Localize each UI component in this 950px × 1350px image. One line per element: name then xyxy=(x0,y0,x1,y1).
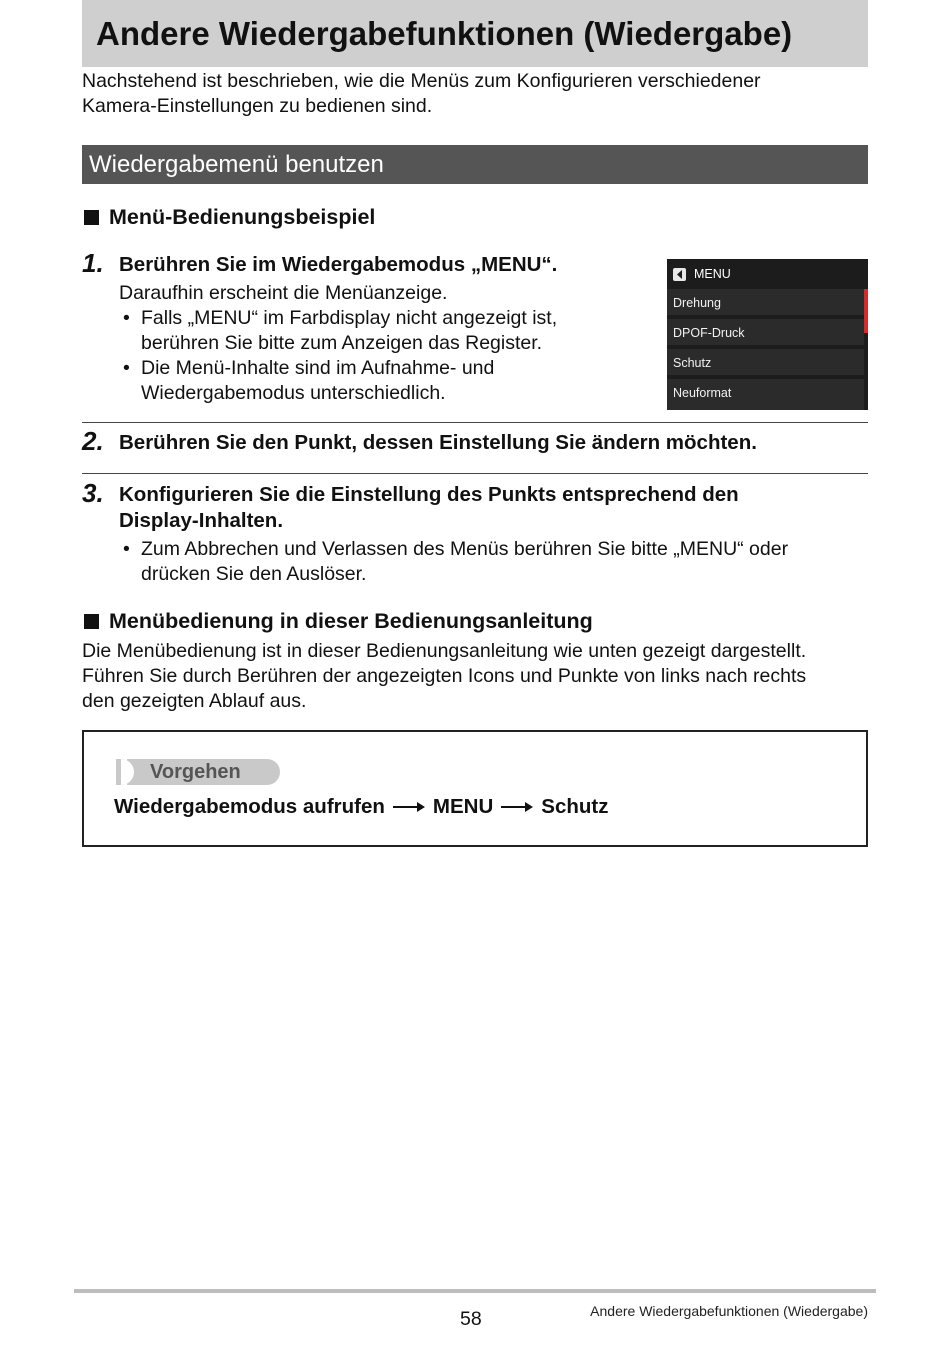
arrow-right-icon xyxy=(393,794,425,820)
step-number: 3. xyxy=(82,478,104,508)
intro-line: Nachstehend ist beschrieben, wie die Menüs zum Konfigurieren verschiedener xyxy=(82,70,761,92)
bullet-dot: • xyxy=(123,357,130,379)
bullet-line: drücken Sie den Auslöser. xyxy=(141,563,367,585)
step-title-line: Konfigurieren Sie die Einstellung des Punkts entsprechend den xyxy=(119,483,739,506)
square-bullet-icon xyxy=(84,210,99,225)
footer-rule xyxy=(74,1289,876,1293)
square-bullet-icon xyxy=(84,614,99,629)
camera-menu-item: Drehung xyxy=(667,289,864,317)
step-title xyxy=(119,482,739,534)
procedure-box xyxy=(82,730,868,847)
chevron-left-icon xyxy=(673,268,686,281)
camera-menu-header xyxy=(667,259,868,289)
camera-menu-item: Neuformat xyxy=(667,379,864,410)
bullet-line: Zum Abbrechen und Verlassen des Menüs berühren Sie bitte „MENU“ oder xyxy=(141,538,789,560)
bullet-item xyxy=(119,356,639,406)
step-title: Berühren Sie den Punkt, dessen Einstellung Sie ändern möchten. xyxy=(119,431,757,454)
page-title-bar xyxy=(82,0,868,67)
step-title: Berühren Sie im Wiedergabemodus „MENU“. xyxy=(119,253,558,276)
step-number: 1. xyxy=(82,248,104,278)
camera-menu-item: Schutz xyxy=(667,349,864,377)
camera-menu-screenshot xyxy=(667,259,868,410)
paragraph-line: den gezeigten Ablauf aus. xyxy=(82,690,307,712)
manual-heading xyxy=(82,608,593,634)
footer-title: Andere Wiedergabefunktionen (Wiedergabe) xyxy=(590,1303,868,1319)
step-bullets xyxy=(119,306,639,406)
step-number: 2. xyxy=(82,426,104,456)
bullet-line: Falls „MENU“ im Farbdisplay nicht angezeigt ist, xyxy=(141,307,558,329)
section-title: Wiedergabemenü benutzen xyxy=(89,151,384,178)
bullet-line: Die Menü-Inhalte sind im Aufnahme- und xyxy=(141,357,495,379)
procedure-step: Schutz xyxy=(541,795,609,818)
bullet-dot: • xyxy=(123,307,130,329)
page-title: Andere Wiedergabefunktionen (Wiedergabe) xyxy=(96,15,793,52)
label-notch xyxy=(121,759,134,785)
bullet-line: Wiedergabemodus unterschiedlich. xyxy=(141,382,446,404)
divider xyxy=(82,473,868,474)
paragraph-line: Führen Sie durch Berühren der angezeigten Icons und Punkte von links nach rechts xyxy=(82,665,807,687)
example-heading-text: Menü-Bedienungsbeispiel xyxy=(109,205,376,229)
procedure-step: MENU xyxy=(432,795,494,818)
camera-menu-scroll-indicator xyxy=(864,289,868,333)
procedure-label-text: Vorgehen xyxy=(150,761,241,783)
camera-menu-header-label: MENU xyxy=(694,267,731,281)
step-bullets xyxy=(119,537,868,587)
step-title-line: Display-Inhalten. xyxy=(119,509,284,532)
procedure-flow xyxy=(114,794,608,820)
manual-heading-text: Menübedienung in dieser Bedienungsanleitung xyxy=(109,609,593,633)
camera-menu-item: DPOF-Druck xyxy=(667,319,864,347)
bullet-item xyxy=(119,306,639,356)
divider xyxy=(82,422,868,423)
example-heading xyxy=(82,204,375,230)
procedure-label xyxy=(116,759,280,785)
step-text: Daraufhin erscheint die Menüanzeige. xyxy=(119,282,448,304)
bullet-dot: • xyxy=(123,538,130,560)
bullet-item xyxy=(119,537,868,587)
arrow-right-icon xyxy=(501,794,533,820)
intro-text xyxy=(82,69,868,118)
section-bar xyxy=(82,145,868,184)
page-number: 58 xyxy=(460,1308,482,1330)
intro-line: Kamera-Einstellungen zu bedienen sind. xyxy=(82,94,433,117)
manual-paragraph xyxy=(82,639,868,714)
procedure-step: Wiedergabemodus aufrufen xyxy=(114,795,385,818)
paragraph-line: Die Menübedienung ist in dieser Bedienungsanleitung wie unten gezeigt dargestellt. xyxy=(82,640,807,662)
bullet-line: berühren Sie bitte zum Anzeigen das Register. xyxy=(141,332,543,354)
